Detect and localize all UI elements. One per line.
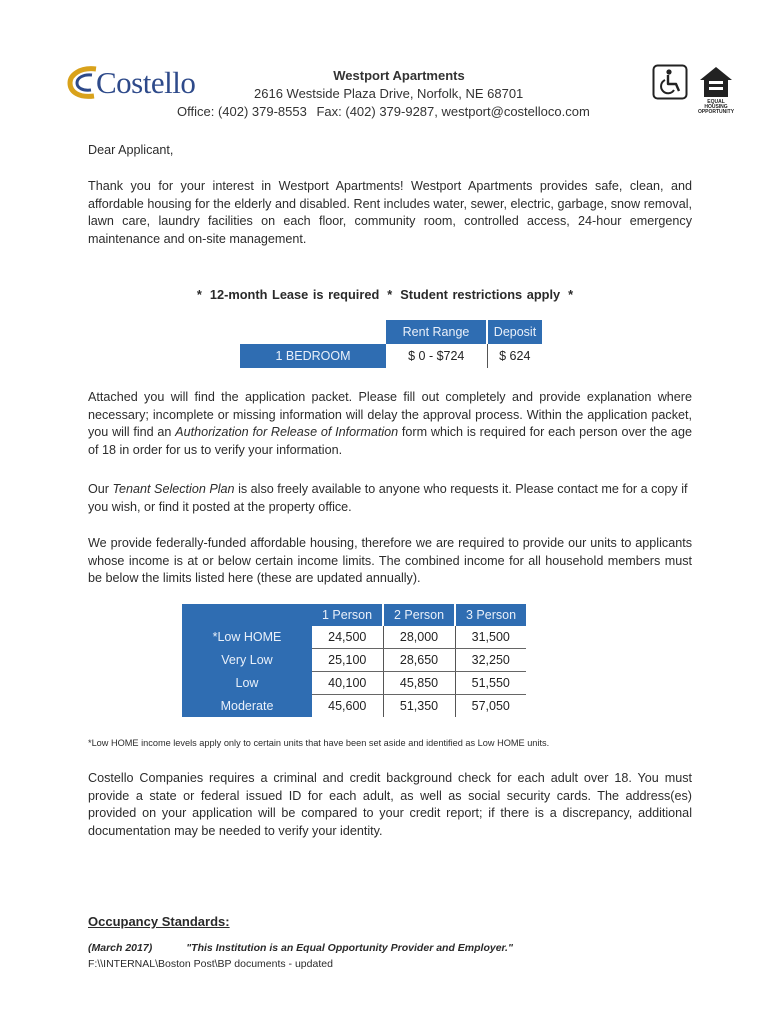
property-contact xyxy=(177,104,590,119)
income-intro-paragraph: We provide federally-funded affordable housing, therefore we are required to provide our units to applicants whose income is at or below certain income limits. The combined income for all household members must be below the limits listed here (these are updated annually). xyxy=(88,536,692,585)
eeo-statement: "This Institution is an Equal Opportunity Provider and Employer." xyxy=(186,942,513,954)
lease-note: 12-month Lease is required xyxy=(209,287,380,302)
table-cell: 45,600 xyxy=(328,699,367,713)
property-address: 2616 Westside Plaza Drive, Norfolk, NE 68701 xyxy=(254,86,524,101)
equal-housing-caption: EQUAL HOUSING OPPORTUNITY xyxy=(697,99,735,115)
deposit-header: Deposit xyxy=(487,320,542,344)
equal-housing-icon xyxy=(696,64,736,100)
rent-table xyxy=(240,320,542,368)
table-cell: 28,650 xyxy=(383,649,455,672)
occupancy-heading: Occupancy Standards: xyxy=(88,914,230,929)
deposit-value: $ 624 xyxy=(499,349,531,363)
row-label: *Low HOME xyxy=(182,626,312,649)
column-header: 2 Person xyxy=(383,604,455,626)
table-cell: 51,350 xyxy=(383,695,455,718)
tenant-plan-name: Tenant Selection Plan xyxy=(112,482,235,496)
table-cell: 28,000 xyxy=(383,626,455,649)
table-cell: 40,100 xyxy=(312,672,383,695)
table-row xyxy=(182,695,526,718)
tenant-plan-paragraph: Our Tenant Selection Plan is also freely available to anyone who requests it. Please contact me for a copy if you wish, or find it posted at the property office. xyxy=(88,482,688,514)
table-cell: 51,550 xyxy=(455,672,526,695)
revision-date: (March 2017) xyxy=(88,942,153,954)
row-label: Moderate xyxy=(182,695,312,718)
application-paragraph: Attached you will find the application packet. Please fill out completely and provide explanation where necessary; incomplete or missing information will delay the approval process. Within the application packet, you will find an Authorization for Release of Information form which is required for each person over the age of 18 in order for us to verify your information. xyxy=(88,390,692,457)
table-cell: 32,250 xyxy=(455,649,526,672)
footer-date-line xyxy=(88,942,513,954)
income-limits-table xyxy=(182,604,526,717)
unit-type-label: 1 BEDROOM xyxy=(240,344,386,368)
lease-requirements: * 12-month Lease is required * Student restrictions apply * xyxy=(196,287,574,302)
table-cell: 57,050 xyxy=(471,699,510,713)
logo-text: Costello xyxy=(96,65,196,100)
table-row xyxy=(182,626,526,649)
table-row xyxy=(182,649,526,672)
office-phone: Office: (402) 379-8553 xyxy=(177,104,307,119)
authorization-form-name: Authorization for Release of Information xyxy=(175,425,399,439)
column-header: 3 Person xyxy=(455,604,526,626)
table-cell: 45,850 xyxy=(383,672,455,695)
student-note: Student restrictions apply xyxy=(400,287,561,302)
rent-range-header: Rent Range xyxy=(386,320,487,344)
table-cell: 24,500 xyxy=(312,626,383,649)
property-name: Westport Apartments xyxy=(333,68,465,83)
home-footnote: *Low HOME income levels apply only to certain units that have been set aside and identified as Low HOME units. xyxy=(88,738,550,748)
file-path: F:\\INTERNAL\Boston Post\BP documents - updated xyxy=(88,958,333,970)
table-cell: 25,100 xyxy=(312,649,383,672)
row-label: Low xyxy=(182,672,312,695)
fax-email: Fax: (402) 379-9287, westport@costelloco.com xyxy=(316,104,590,119)
accessibility-icon xyxy=(652,64,688,100)
rent-range-value: $ 0 - $724 xyxy=(386,344,487,368)
compliance-icons xyxy=(652,64,736,116)
background-check-paragraph: Costello Companies requires a criminal and credit background check for each adult over 18. You must provide a state or federal issued ID for each adult, as well as social security cards. The address(es) provided on your application will be compared to your credit report; if there is a discrepancy, additional documentation may be needed to verify your identity. xyxy=(88,771,692,838)
salutation: Dear Applicant, xyxy=(88,143,174,157)
intro-paragraph: Thank you for your interest in Westport Apartments! Westport Apartments provides safe, clean, and affordable housing for the elderly and disabled. Rent includes water, sewer, electric, garbage, snow removal, lawn care, laundry facilities on each floor, community room, controlled access, 24-hour emergency maintenance and on-site management. xyxy=(88,179,692,246)
table-cell: 31,500 xyxy=(455,626,526,649)
table-row xyxy=(182,672,526,695)
row-label: Very Low xyxy=(182,649,312,672)
column-header: 1 Person xyxy=(312,604,383,626)
